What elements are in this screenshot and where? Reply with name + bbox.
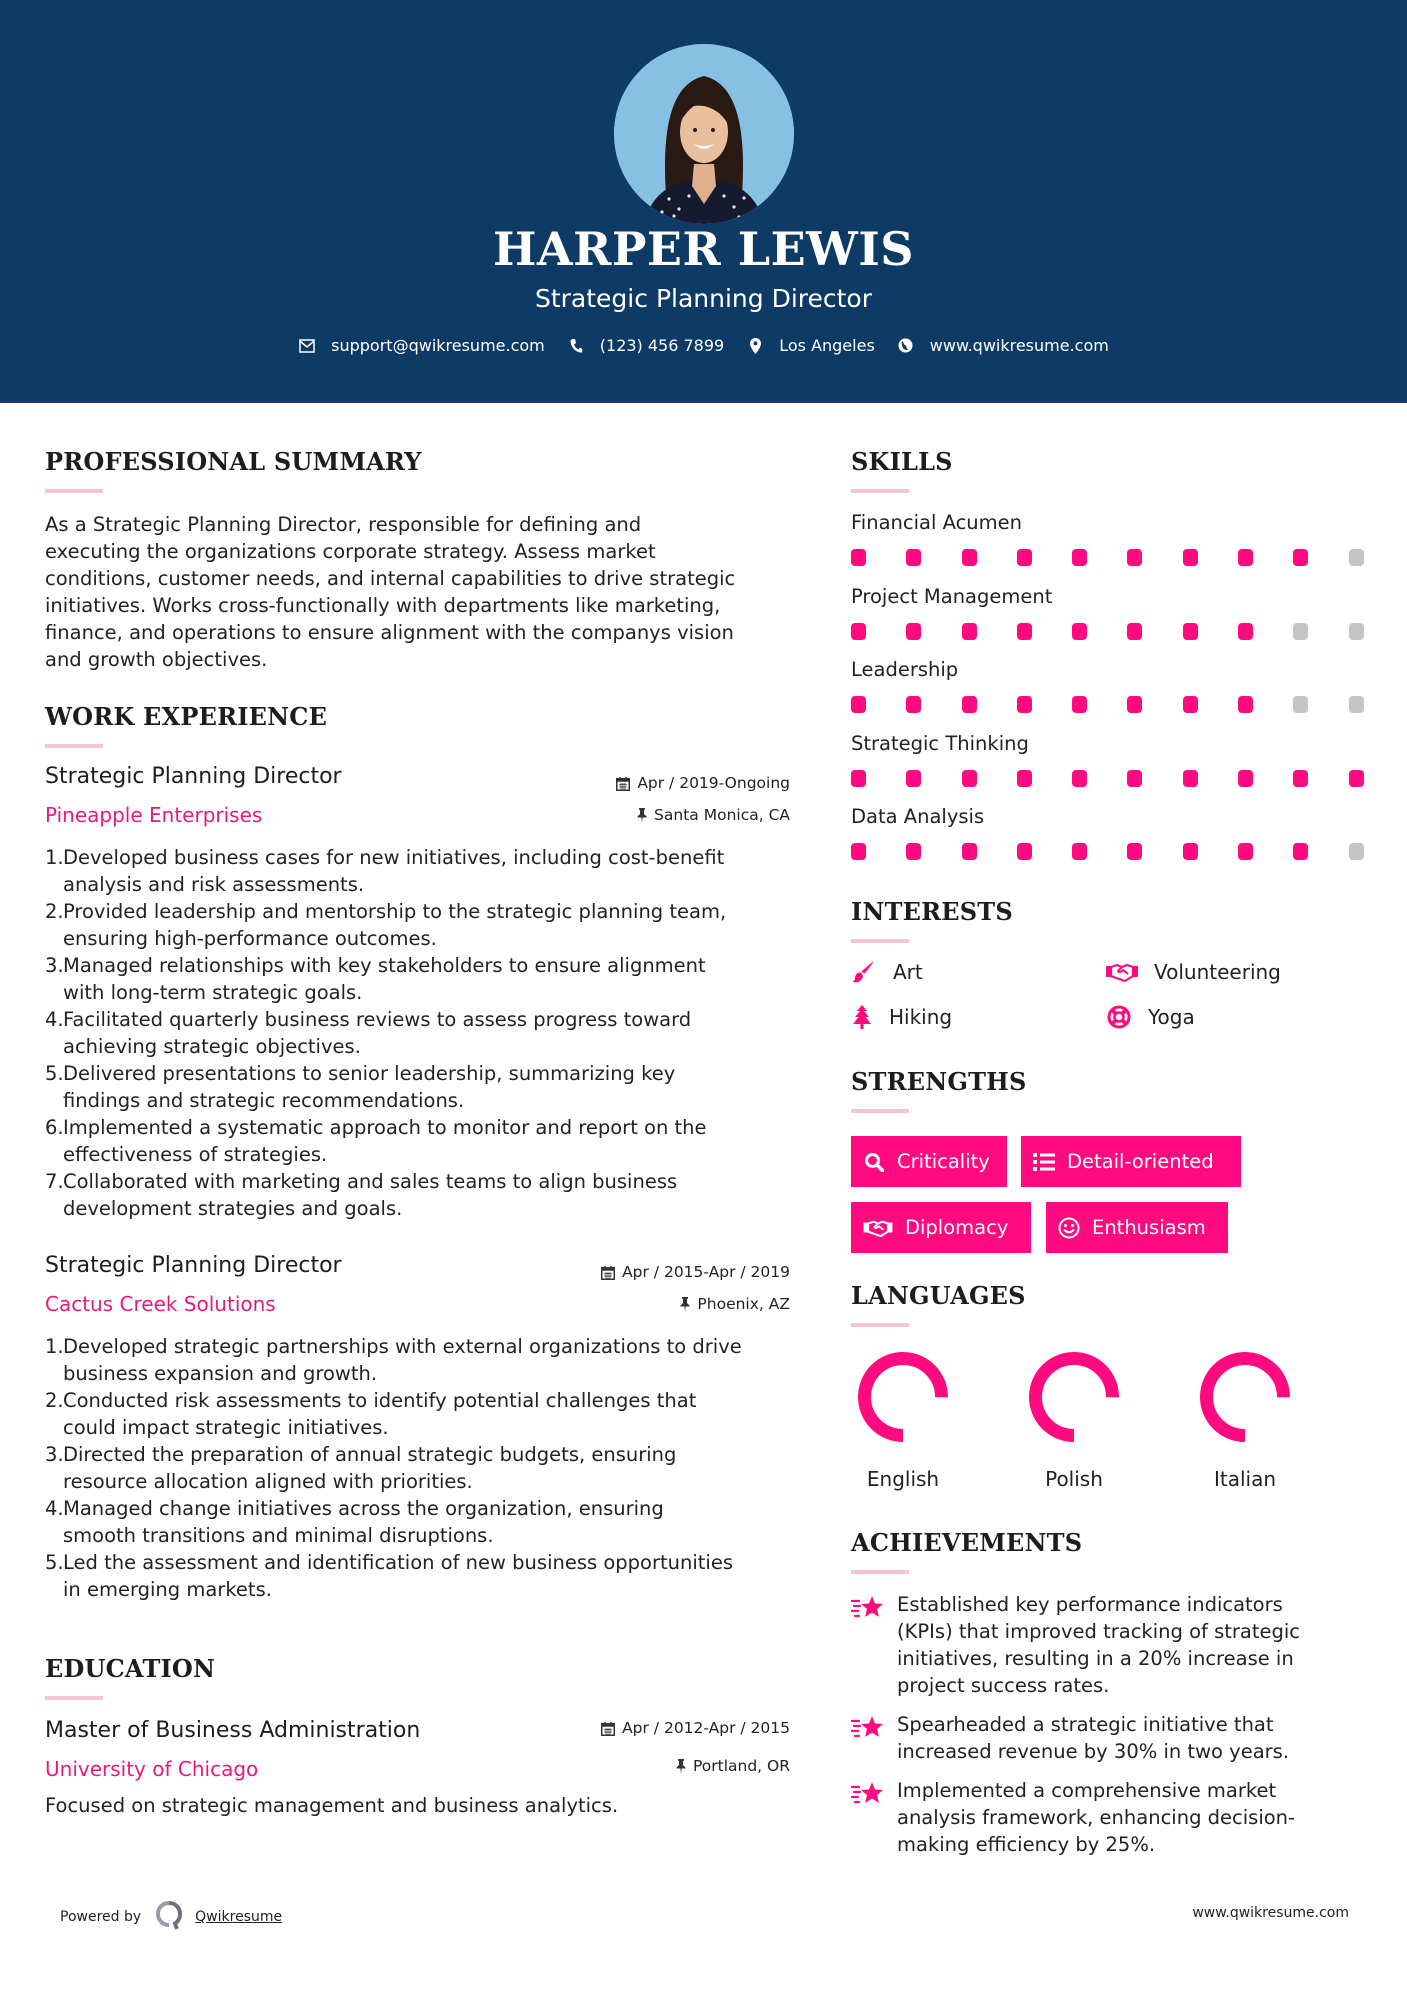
bullet-item: [45, 1333, 795, 1387]
bullet-line: Developed strategic partnerships with external organizations to drive: [63, 1335, 742, 1358]
language-progress-ring: [1199, 1351, 1291, 1443]
achievement-text: [897, 1777, 1295, 1858]
interest-label: Yoga: [1148, 1005, 1195, 1029]
interest-item-yoga: [1106, 1005, 1195, 1029]
interest-label: Volunteering: [1154, 960, 1281, 984]
rating-dot-filled: [1293, 549, 1308, 566]
achievement-line: Spearheaded a strategic initiative that: [897, 1713, 1274, 1736]
job-location-text: Phoenix, AZ: [697, 1295, 790, 1313]
section-heading-education: EDUCATION: [45, 1654, 216, 1683]
bullet-number: 3.: [45, 1443, 64, 1466]
bullet-item: [45, 952, 795, 1006]
strength-label: Detail-oriented: [1067, 1150, 1214, 1173]
achievement-line: Implemented a comprehensive market: [897, 1779, 1277, 1802]
achievement-line: Established key performance indicators: [897, 1593, 1283, 1616]
pushpin-icon: [680, 1297, 690, 1312]
skill-name: Financial Acumen: [851, 511, 1023, 534]
bullet-number: 5.: [45, 1062, 64, 1085]
job-location-text: Santa Monica, CA: [654, 806, 790, 824]
bullet-line: achieving strategic objectives.: [63, 1035, 361, 1058]
rating-dot-filled: [1127, 623, 1142, 640]
rating-dot-filled: [1127, 696, 1142, 713]
rating-dot-filled: [906, 696, 921, 713]
summary-line: As a Strategic Planning Director, responsible for defining and: [45, 513, 642, 536]
bullet-item: [45, 1441, 795, 1495]
achievement-line: analysis framework, enhancing decision-: [897, 1806, 1296, 1829]
bullet-number: 2.: [45, 900, 64, 923]
bullet-line: Implemented a systematic approach to monitor and report on the: [63, 1116, 707, 1139]
qwikresume-logo-icon: [155, 1900, 183, 1934]
bullet-number: 7.: [45, 1170, 64, 1193]
summary-line: executing the organizations corporate strategy. Assess market: [45, 540, 656, 563]
shooting-star-icon: [851, 1591, 887, 1699]
rating-dot-empty: [1293, 696, 1308, 713]
rating-dot-filled: [1183, 623, 1198, 640]
rating-dot-filled: [1238, 770, 1253, 787]
bullet-line: business expansion and growth.: [63, 1362, 378, 1385]
degree-name: Master of Business Administration: [45, 1718, 421, 1743]
map-marker-icon: [746, 337, 764, 355]
job-title: Strategic Planning Director: [45, 764, 342, 789]
interest-item-volunteering: [1106, 960, 1281, 984]
bullet-item: [45, 844, 795, 898]
rating-dot-filled: [1238, 696, 1253, 713]
bullet-number: 4.: [45, 1008, 64, 1031]
rating-dot-filled: [1183, 770, 1198, 787]
bullet-line: Provided leadership and mentorship to the strategic planning team,: [63, 900, 727, 923]
section-underline: [851, 939, 909, 943]
bullet-line: resource allocation aligned with priorities.: [63, 1470, 473, 1493]
summary-line: finance, and operations to ensure alignment with the companys vision: [45, 621, 734, 644]
contact-bar: [0, 336, 1407, 355]
achievement-item: [851, 1591, 1351, 1699]
list-icon: [1033, 1151, 1055, 1173]
interest-label: Art: [893, 960, 923, 984]
pushpin-icon: [637, 808, 647, 823]
strength-label: Criticality: [897, 1150, 990, 1173]
bullet-item: [45, 898, 795, 952]
footer-powered-by: [60, 1900, 282, 1934]
rating-dot-filled: [1072, 549, 1087, 566]
rating-dot-filled: [851, 623, 866, 640]
job-location: [637, 806, 790, 824]
summary-line: initiatives. Works cross-functionally with departments like marketing,: [45, 594, 721, 617]
section-heading-experience: WORK EXPERIENCE: [45, 702, 328, 731]
profile-photo: [614, 44, 794, 224]
smile-icon: [1058, 1217, 1080, 1239]
skill-name: Data Analysis: [851, 805, 985, 828]
achievement-line: project success rates.: [897, 1674, 1110, 1697]
strength-label: Enthusiasm: [1092, 1216, 1206, 1239]
shooting-star-icon: [851, 1777, 887, 1858]
bullet-number: 1.: [45, 1335, 64, 1358]
candidate-name: HARPER LEWIS: [492, 222, 915, 276]
phone-icon: [567, 337, 585, 355]
education-dates-text: Apr / 2012-Apr / 2015: [622, 1719, 790, 1737]
rating-dot-empty: [1349, 696, 1364, 713]
achievement-line: (KPIs) that improved tracking of strategic: [897, 1620, 1300, 1643]
section-heading-skills: SKILLS: [851, 447, 953, 476]
rating-dot-filled: [906, 623, 921, 640]
rating-dot-filled: [851, 770, 866, 787]
section-underline: [45, 489, 103, 493]
bullet-line: Led the assessment and identification of new business opportunities: [63, 1551, 733, 1574]
contact-location: [746, 336, 875, 355]
bullet-item: [45, 1549, 795, 1603]
summary-line: and growth objectives.: [45, 648, 268, 671]
achievement-item: [851, 1711, 1351, 1765]
language-item: [843, 1351, 963, 1491]
rating-dot-filled: [962, 549, 977, 566]
job-title: Strategic Planning Director: [45, 1253, 342, 1278]
rating-dot-filled: [851, 549, 866, 566]
section-underline: [851, 489, 909, 493]
handshake-icon: [1106, 960, 1138, 984]
achievement-line: initiatives, resulting in a 20% increase in: [897, 1647, 1294, 1670]
job-dates: [601, 1263, 790, 1281]
contact-email[interactable]: [298, 336, 545, 355]
interest-label: Hiking: [889, 1005, 953, 1029]
section-heading-interests: INTERESTS: [851, 897, 1013, 926]
bullet-number: 4.: [45, 1497, 64, 1520]
contact-location-text: Los Angeles: [779, 336, 875, 355]
achievement-text: [897, 1711, 1289, 1765]
tree-icon: [851, 1005, 873, 1029]
summary-text: [45, 511, 805, 673]
paintbrush-icon: [851, 960, 877, 984]
company-name: Cactus Creek Solutions: [45, 1292, 276, 1316]
language-item: [1185, 1351, 1305, 1491]
rating-dot-filled: [1017, 696, 1032, 713]
contact-email-text: support@qwikresume.com: [331, 336, 545, 355]
bullet-line: smooth transitions and minimal disruptions.: [63, 1524, 494, 1547]
bullet-item: [45, 1006, 795, 1060]
rating-dot-filled: [1072, 623, 1087, 640]
bullet-number: 5.: [45, 1551, 64, 1574]
bullet-line: Developed business cases for new initiatives, including cost-benefit: [63, 846, 725, 869]
interest-item-art: [851, 960, 923, 984]
candidate-title: Strategic Planning Director: [534, 284, 873, 313]
bullet-number: 1.: [45, 846, 64, 869]
bullet-line: Directed the preparation of annual strategic budgets, ensuring: [63, 1443, 677, 1466]
rating-dot-filled: [962, 696, 977, 713]
strength-chip-detail-oriented: [1021, 1136, 1241, 1187]
achievement-line: making efficiency by 25%.: [897, 1833, 1156, 1856]
globe-icon: [897, 337, 915, 355]
rating-dot-filled: [1238, 549, 1253, 566]
skill-rating: [851, 843, 1404, 860]
education-description: Focused on strategic management and business analytics.: [45, 1794, 619, 1817]
pushpin-icon: [676, 1759, 686, 1774]
education-location: [676, 1757, 790, 1775]
search-icon: [863, 1151, 885, 1173]
contact-website-text: www.qwikresume.com: [929, 336, 1109, 355]
rating-dot-filled: [1017, 623, 1032, 640]
language-name: Italian: [1213, 1467, 1277, 1491]
rating-dot-filled: [1183, 843, 1198, 860]
profile-photo-image: [614, 44, 794, 224]
job-location: [680, 1295, 790, 1313]
bullet-line: with long-term strategic goals.: [63, 981, 363, 1004]
job-bullets: [45, 844, 795, 1222]
contact-phone-text: (123) 456 7899: [599, 336, 725, 355]
strength-chip-enthusiasm: [1046, 1202, 1228, 1253]
calendar-icon: [616, 776, 630, 791]
rating-dot-filled: [906, 549, 921, 566]
rating-dot-filled: [962, 843, 977, 860]
rating-dot-filled: [1349, 770, 1364, 787]
bullet-line: could impact strategic initiatives.: [63, 1416, 389, 1439]
skill-rating: [851, 770, 1404, 787]
section-underline: [851, 1323, 909, 1327]
bullet-line: in emerging markets.: [63, 1578, 272, 1601]
bullet-item: [45, 1060, 795, 1114]
rating-dot-filled: [906, 770, 921, 787]
education-location-text: Portland, OR: [692, 1757, 790, 1775]
strength-label: Diplomacy: [905, 1216, 1009, 1239]
rating-dot-filled: [906, 843, 921, 860]
qwikresume-link[interactable]: Qwikresume: [195, 1909, 283, 1925]
job-dates-text: Apr / 2015-Apr / 2019: [622, 1263, 790, 1281]
bullet-line: development strategies and goals.: [63, 1197, 403, 1220]
skill-name: Project Management: [851, 584, 1053, 608]
language-item: [1014, 1351, 1134, 1491]
skill-name: Strategic Thinking: [851, 731, 1029, 755]
bullet-line: Managed change initiatives across the organization, ensuring: [63, 1497, 664, 1520]
job-dates: [616, 774, 790, 792]
rating-dot-filled: [1017, 770, 1032, 787]
bullet-number: 3.: [45, 954, 64, 977]
handshake-icon: [863, 1217, 893, 1239]
language-progress-ring: [857, 1351, 949, 1443]
rating-dot-filled: [1017, 549, 1032, 566]
resume-header: [0, 0, 1407, 403]
rating-dot-filled: [1183, 549, 1198, 566]
section-heading-summary: PROFESSIONAL SUMMARY: [45, 447, 422, 476]
rating-dot-filled: [1072, 843, 1087, 860]
rating-dot-filled: [1127, 843, 1142, 860]
language-progress-ring: [1028, 1351, 1120, 1443]
bullet-line: Facilitated quarterly business reviews to assess progress toward: [63, 1008, 692, 1031]
rating-dot-filled: [1072, 696, 1087, 713]
rating-dot-empty: [1293, 623, 1308, 640]
rating-dot-filled: [1293, 843, 1308, 860]
bullet-line: Collaborated with marketing and sales teams to align business: [63, 1170, 678, 1193]
bullet-item: [45, 1114, 795, 1168]
education-dates: [601, 1719, 790, 1737]
bullet-line: effectiveness of strategies.: [63, 1143, 328, 1166]
bullet-item: [45, 1168, 795, 1222]
contact-phone[interactable]: [567, 336, 724, 355]
company-name: Pineapple Enterprises: [45, 803, 263, 827]
rating-dot-filled: [962, 623, 977, 640]
section-underline: [851, 1109, 909, 1113]
language-name: English: [866, 1467, 940, 1491]
bullet-line: Delivered presentations to senior leadership, summarizing key: [63, 1062, 676, 1085]
rating-dot-filled: [851, 696, 866, 713]
section-underline: [45, 744, 103, 748]
achievement-item: [851, 1777, 1351, 1858]
section-heading-languages: LANGUAGES: [851, 1281, 1026, 1310]
calendar-icon: [601, 1721, 615, 1736]
bullet-line: Managed relationships with key stakeholders to ensure alignment: [63, 954, 706, 977]
bullet-line: analysis and risk assessments.: [63, 873, 365, 896]
summary-line: conditions, customer needs, and internal capabilities to drive strategic: [45, 567, 736, 590]
life-ring-icon: [1106, 1005, 1132, 1029]
job-dates-text: Apr / 2019-Ongoing: [637, 774, 790, 792]
rating-dot-filled: [1238, 843, 1253, 860]
rating-dot-filled: [962, 770, 977, 787]
rating-dot-filled: [1127, 549, 1142, 566]
section-heading-strengths: STRENGTHS: [851, 1067, 1027, 1096]
rating-dot-empty: [1349, 843, 1364, 860]
bullet-item: [45, 1495, 795, 1549]
rating-dot-filled: [1293, 770, 1308, 787]
section-underline: [851, 1570, 909, 1574]
shooting-star-icon: [851, 1711, 887, 1765]
bullet-number: 2.: [45, 1389, 64, 1412]
interest-item-hiking: [851, 1005, 952, 1029]
language-name: Polish: [1045, 1467, 1103, 1491]
rating-dot-filled: [1017, 843, 1032, 860]
rating-dot-filled: [1072, 770, 1087, 787]
powered-by-label: Powered by: [60, 1909, 142, 1925]
skill-rating: [851, 696, 1404, 713]
rating-dot-filled: [1238, 623, 1253, 640]
bullet-line: Conducted risk assessments to identify potential challenges that: [63, 1389, 697, 1412]
strength-chip-diplomacy: [851, 1202, 1031, 1253]
bullet-number: 6.: [45, 1116, 64, 1139]
rating-dot-empty: [1349, 623, 1364, 640]
calendar-icon: [601, 1265, 615, 1280]
contact-website[interactable]: [897, 336, 1109, 355]
school-name: University of Chicago: [45, 1757, 259, 1781]
bullet-item: [45, 1387, 795, 1441]
bullet-line: ensuring high-performance outcomes.: [63, 927, 437, 950]
bullet-line: findings and strategic recommendations.: [63, 1089, 465, 1112]
skill-rating: [851, 549, 1404, 566]
achievement-text: [897, 1591, 1300, 1699]
section-heading-achievements: ACHIEVEMENTS: [851, 1528, 1083, 1557]
footer-url[interactable]: www.qwikresume.com: [1192, 1905, 1349, 1921]
skill-rating: [851, 623, 1404, 640]
rating-dot-empty: [1349, 549, 1364, 566]
job-bullets: [45, 1333, 795, 1603]
section-underline: [45, 1696, 103, 1700]
rating-dot-filled: [1183, 696, 1198, 713]
rating-dot-filled: [1127, 770, 1142, 787]
skill-name: Leadership: [851, 658, 959, 681]
envelope-icon: [298, 337, 316, 355]
rating-dot-filled: [851, 843, 866, 860]
strength-chip-criticality: [851, 1136, 1007, 1187]
achievement-line: increased revenue by 30% in two years.: [897, 1740, 1290, 1763]
